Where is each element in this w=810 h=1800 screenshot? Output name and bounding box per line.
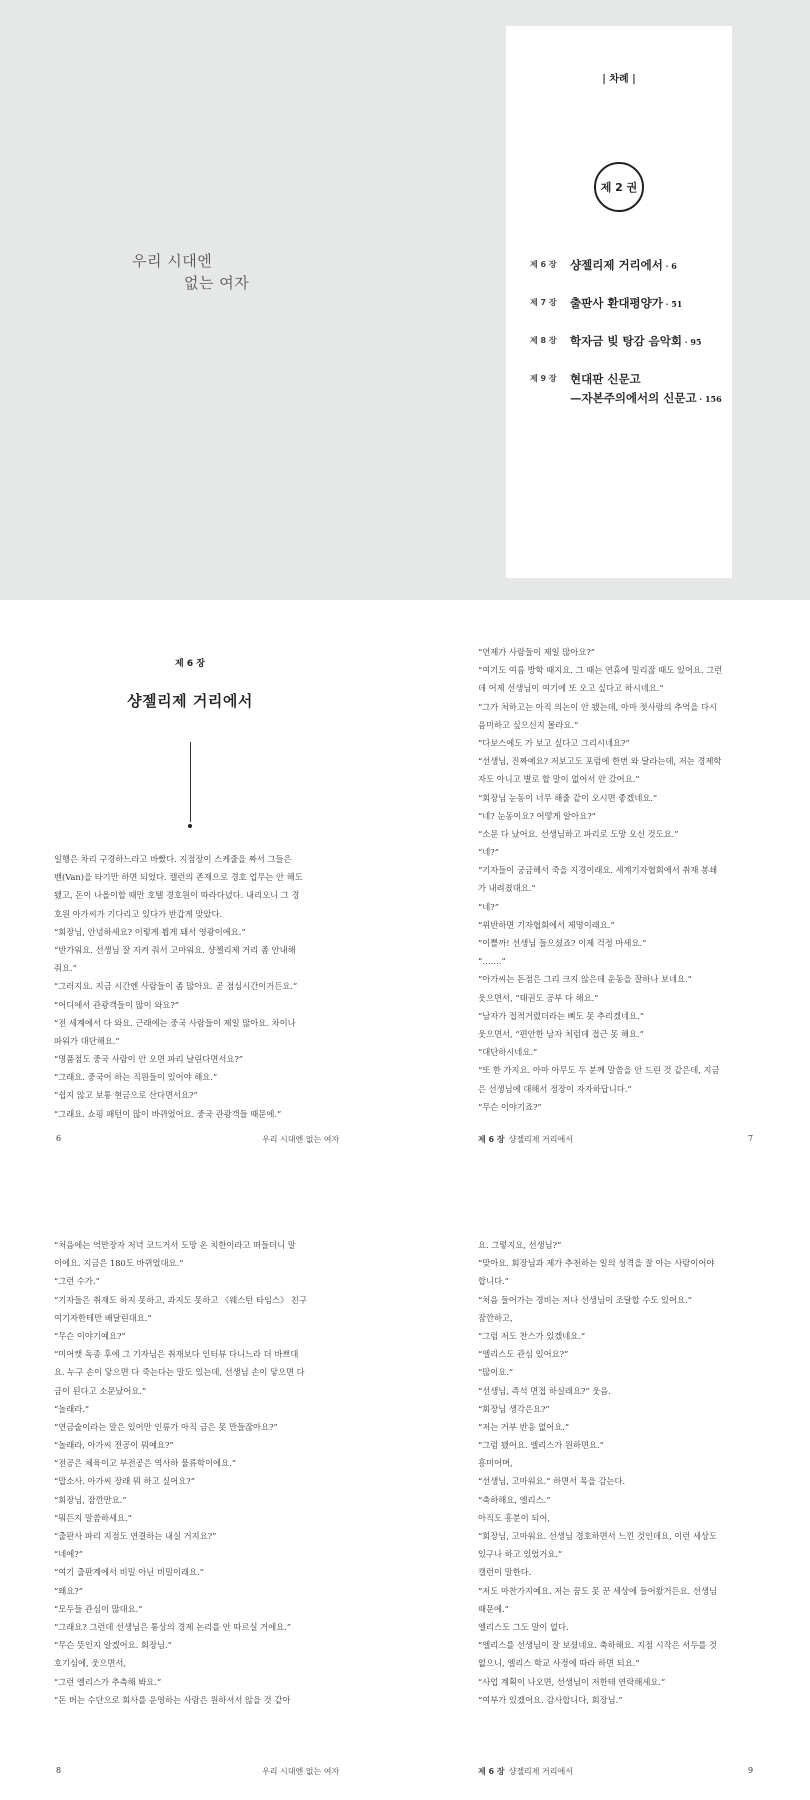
text-line: 자도 아니고 별로 할 말이 없어서 안 갔어요.” bbox=[478, 774, 640, 785]
text-line: 합니다.” bbox=[478, 1276, 509, 1287]
text-line: “그럼 저도 찬스가 있겠네요.” bbox=[478, 1330, 586, 1341]
text-line: “저는 거부 반응 없어요.” bbox=[478, 1421, 570, 1432]
text-line: 잠깐하고, bbox=[478, 1312, 513, 1323]
toc-page-number: · 95 bbox=[682, 337, 702, 347]
text-line: 음미하고 싶으신지 몰라요.” bbox=[478, 719, 579, 730]
text-line: “놀래라.” bbox=[54, 1403, 90, 1414]
text-line: “남자가 접적거렸더라는 뼈도 못 추리겠네요.” bbox=[478, 1010, 644, 1021]
body-text-page-7 bbox=[478, 643, 722, 1116]
text-line: 파워가 대단해요.” bbox=[54, 1035, 120, 1046]
toc-chapter: 제 7 장 bbox=[530, 298, 557, 307]
text-line: “여부가 있겠어요. 감사합니다, 회장님.” bbox=[478, 1694, 623, 1705]
text-line: “미어캣 독종 후에 그 기자님은 취재보다 인터뷰 다니느라 더 바쁘대 bbox=[54, 1349, 299, 1360]
toc-title: 현대판 신문고 —자본주의에서의 신문고 · 156 bbox=[570, 372, 722, 405]
text-line: 호원 아가씨가 기다리고 있다가 반갑게 맞았다. bbox=[54, 908, 223, 919]
text-line: “저도 마찬가지예요. 저는 꿈도 못 꾼 세상에 들어왔거든요. 선생님 bbox=[478, 1585, 718, 1596]
text-line: 흥미어며, bbox=[478, 1458, 513, 1469]
chapter-title: 샹젤리제 거리에서 bbox=[127, 692, 253, 710]
text-line: “엘리스를 선생님이 잘 보셨네요. 축하해요. 지점 시작은 서두를 것 bbox=[478, 1640, 718, 1651]
text-line: “무슨 뜻인지 알겠어요. 회장님.” bbox=[54, 1640, 172, 1651]
text-line: “위반하면 기자협회에서 제명이래요.” bbox=[478, 919, 615, 930]
text-line: “그래요. 쇼핑 패턴이 많이 바뀌었어요. 중국 관광객들 때문에.” bbox=[54, 1108, 282, 1119]
text-line: “네에?” bbox=[54, 1549, 83, 1560]
body-text-page-9 bbox=[478, 1236, 717, 1709]
text-line: “네?” bbox=[478, 901, 499, 912]
text-line: “무슨 이야기예요?” bbox=[54, 1330, 126, 1341]
text-line: “회장님, 고마워요. 선생님 경호하면서 느낀 것인데요, 이런 세상도 bbox=[478, 1531, 718, 1541]
toc-page bbox=[506, 26, 732, 578]
text-line: 일행은 차리 구경하느라고 바빴다. 지점장이 스케줄을 짜서 그들은 bbox=[54, 854, 292, 864]
text-line: 요. 누구 손이 닿으면 다 죽는다는 말도 있는데, 선생님 손이 닿으면 다 bbox=[54, 1367, 305, 1378]
toc-page-number: · 156 bbox=[696, 394, 722, 404]
text-line: “대단하시네요.” bbox=[478, 1047, 538, 1058]
text-line: “…….” bbox=[478, 956, 506, 967]
text-line: 줘요.” bbox=[54, 963, 77, 974]
text-line: “돈 버는 수단으로 회사를 운영하는 사람은 원하셔서 않을 것 같아 bbox=[54, 1694, 291, 1705]
text-line: 때문에.” bbox=[478, 1603, 509, 1614]
text-line: “또 한 가지요. 아마 아무도 두 분께 말씀을 안 드린 것 같은데, 지금 bbox=[478, 1065, 720, 1076]
text-line: “아가씨는 돈점은 그리 크지 않은데 운동을 잘하나 보네요.” bbox=[478, 974, 692, 985]
toc-page-number: · 6 bbox=[662, 261, 677, 271]
volume-badge bbox=[594, 162, 644, 212]
text-line: 금이 된다고 소문났어요.” bbox=[54, 1385, 147, 1396]
page-number-6: 6 bbox=[56, 1134, 62, 1143]
text-line: “여기 출판계에서 비밀 아닌 비밀이래요.” bbox=[54, 1567, 204, 1578]
text-line: “네?” bbox=[478, 847, 499, 858]
text-line: “맞아요. 회장님과 제가 추천하는 일의 성격을 잘 아는 사람이어야 bbox=[478, 1258, 715, 1269]
text-line: 밴(Van)을 타기만 하면 되었다. 캘런의 존재으로 경호 업무는 안 해도 bbox=[54, 872, 303, 883]
text-line: 여기자한테만 배달린대요.” bbox=[54, 1312, 152, 1323]
text-line: 이에요. 지금은 180도 바뀌었대요.” bbox=[54, 1258, 184, 1269]
chapter-label: 제 6 장 bbox=[175, 659, 205, 669]
running-head-6: 우리 시대엔 없는 여자 bbox=[262, 1135, 340, 1144]
text-line: “다보스에도 가 보고 싶다고 그리시네요?” bbox=[478, 737, 630, 748]
body-text-page-6 bbox=[54, 850, 303, 1123]
text-line: “명품점도 중국 사람이 안 오면 파리 날린다면서요?” bbox=[54, 1054, 244, 1065]
text-line: “놀래라, 아가씨 전공이 뭐예요?” bbox=[54, 1440, 174, 1451]
text-line: 요. 그렇지요, 선생님?” bbox=[478, 1240, 562, 1250]
text-line: “소문 다 났어요. 선생님하고 파리로 도망 오신 것도요.” bbox=[478, 828, 679, 839]
text-line: “전공은 체육이고 부전공은 역사하 물류학이에요.” bbox=[54, 1458, 236, 1469]
text-line: “축하해요, 엘리스.” bbox=[478, 1494, 551, 1505]
text-line: “선생님, 고마워요.” 하면서 목을 감는다. bbox=[478, 1476, 626, 1487]
text-line: “무슨 이야기죠?” bbox=[478, 1101, 542, 1112]
toc-chapter: 제 8 장 bbox=[530, 336, 557, 345]
page-number-8: 8 bbox=[56, 1766, 62, 1775]
text-line: “네? 눈동이요? 어떻게 알아요?” bbox=[478, 810, 596, 821]
text-line: 웃으면서, “태권도 공부 다 해요.” bbox=[478, 992, 599, 1003]
text-line: “여기도 여름 방학 때지요. 그 때는 연휴에 밀리잖 때도 있어요. 그런 bbox=[478, 665, 723, 676]
toc-spread bbox=[0, 0, 810, 600]
text-line: “선생님, 즉석 면접 하실래요?” 웃음. bbox=[478, 1385, 611, 1396]
running-head-9: 제 6 장 샹젤리제 거리에서 bbox=[478, 1767, 573, 1776]
page-number-7: 7 bbox=[748, 1134, 754, 1143]
text-line: 웃으면서, “편안한 남자 처럼데 접근 못 해요.” bbox=[478, 1028, 644, 1039]
text-line: “맙소사. 아가씨 장래 뭐 하고 싶어요?” bbox=[54, 1476, 195, 1487]
text-line: “그런 수가.” bbox=[54, 1276, 100, 1287]
toc-title: 학자금 빚 탕감 음악회 · 95 bbox=[570, 334, 702, 348]
running-head-7: 제 6 장 샹젤리제 거리에서 bbox=[478, 1135, 573, 1144]
text-line: “그래요. 중국어 하는 직원들이 있어야 해요.” bbox=[54, 1072, 218, 1083]
text-line: “뭐든지 말씀하세요.” bbox=[54, 1512, 132, 1523]
text-line: “그러지요. 지금 시간엔 사람들이 좀 많아요. 곧 점심시간이거든요.” bbox=[54, 981, 298, 992]
text-line: 엘리스도 그도 말이 없다. bbox=[478, 1621, 569, 1632]
text-line: “그럼 됐어요. 엘리스가 원하면요.” bbox=[478, 1440, 604, 1451]
divider-line bbox=[190, 742, 191, 822]
text-line: 아직도 흥분이 되어, bbox=[478, 1512, 551, 1523]
text-line: “그래요? 그런데 선생님은 통상의 경제 논리를 안 따르실 거에요.” bbox=[54, 1621, 292, 1632]
text-line: “연금술이라는 말은 있어만 인류가 아직 금은 못 만들잖아요?” bbox=[54, 1421, 278, 1432]
toc-page-number: · 51 bbox=[662, 299, 683, 309]
text-line: “기자들은 취재도 하지 못하고, 과지도 못하고 《웨스턴 타임스》 친구 bbox=[54, 1294, 307, 1305]
text-line: 됐고, 돈이 나올이할 때만 호텔 경호원이 따라다녔다. 내리오니 그 경 bbox=[54, 890, 300, 901]
text-line: 없으니, 엘리스 학교 사정에 따라 하면 되요.” bbox=[478, 1658, 640, 1669]
text-line: 은 선생님에 대해서 정장이 자자하답니다.” bbox=[478, 1083, 632, 1094]
running-chapter: 제 6 장 bbox=[478, 1135, 505, 1144]
text-line: “회장님, 잠깐만요.” bbox=[54, 1494, 127, 1505]
volume-label: 제 2 권 bbox=[600, 181, 638, 194]
text-line: 데 어제 선생님이 여기에 또 오고 싶다고 하시네요.” bbox=[478, 683, 664, 694]
toc-title: 출판사 환대평양가 · 51 bbox=[570, 296, 683, 310]
divider-dot bbox=[188, 824, 192, 828]
text-line: “언제가 사람들이 제일 많아요?” bbox=[478, 647, 596, 657]
text-line: “회장님, 안녕하세요? 이렇게 뵙게 돼서 영광이에요.” bbox=[54, 926, 246, 937]
toc-heading: | 차례 | bbox=[602, 74, 636, 85]
text-line: “회장님 눈동이 너무 해줄 같이 오시면 좋겠네요.” bbox=[478, 792, 658, 803]
page-number-9: 9 bbox=[748, 1766, 754, 1775]
text-line: “이쁠까! 선생님 들으셨죠? 이제 걱정 마세요.” bbox=[478, 938, 647, 948]
text-line: “선생님, 진짜예요? 저보고도 포럼에 한번 와 달라는데, 저는 경제학 bbox=[478, 756, 722, 767]
text-line: “출판사 파리 지점도 연결하는 내실 거지요?” bbox=[54, 1531, 217, 1541]
text-line: “그가 처하고는 아직 의논이 안 됐는데, 아마 젓사랑의 추억을 다시 bbox=[478, 701, 718, 712]
running-chapter: 제 6 장 bbox=[478, 1767, 505, 1776]
text-line: “사업 계획이 나오면, 선생님이 저한테 연락해세요.” bbox=[478, 1676, 666, 1687]
text-line: 캘런이 말한다. bbox=[478, 1567, 532, 1578]
text-line: “왜요?” bbox=[54, 1585, 83, 1596]
text-line: “쉽지 않고 보통 현금으로 산다면서요?” bbox=[54, 1090, 198, 1101]
text-line: 가 내려졌대요.” bbox=[478, 883, 536, 894]
text-line: 있구나 하고 있었거요.” bbox=[478, 1549, 563, 1560]
text-line: “회장님 생각은요?” bbox=[478, 1403, 550, 1414]
text-line: “어디에서 관광객들이 많이 와요?” bbox=[54, 999, 180, 1010]
text-line: “기자들이 궁금해서 죽을 지경이래요. 세계기자협회에서 취재 봉쇄 bbox=[478, 865, 718, 876]
toc-title: 샹젤리제 거리에서 · 6 bbox=[570, 258, 677, 272]
running-head-8: 우리 시대엔 없는 여자 bbox=[262, 1767, 340, 1776]
text-line: “전 세계에서 다 와요. 근래에는 중국 사람들이 제일 많아요. 차이나 bbox=[54, 1017, 296, 1028]
toc-chapter: 제 6 장 bbox=[530, 260, 557, 269]
text-line: “엘리스도 관심 있어요?” bbox=[478, 1349, 569, 1360]
half-title-line-2: 없는 여자 bbox=[184, 274, 250, 292]
text-line: “처음에는 억만장자 저녁 코드거서 도망 온 치한이라고 떠들더니 말 bbox=[54, 1240, 296, 1250]
text-line: 호기심에, 웃으면서, bbox=[54, 1658, 127, 1669]
text-line: “모두들 관심이 많대요.” bbox=[54, 1603, 143, 1614]
toc-chapter: 제 9 장 bbox=[530, 374, 557, 383]
text-line: “많이요.” bbox=[478, 1367, 514, 1378]
body-text-page-8 bbox=[54, 1236, 307, 1709]
text-line: “그런 엘리스가 추측해 봐요.” bbox=[54, 1676, 162, 1687]
text-line: “반가워요. 선생님 잘 지켜 줘서 고마워요. 샹젤리제 거리 좀 안내해 bbox=[54, 944, 296, 955]
half-title-line-1: 우리 시대엔 bbox=[132, 252, 213, 270]
half-title bbox=[132, 250, 249, 294]
text-line: “처음 들어가는 경비는 저나 선생님이 조달할 수도 있어요.” bbox=[478, 1294, 692, 1305]
